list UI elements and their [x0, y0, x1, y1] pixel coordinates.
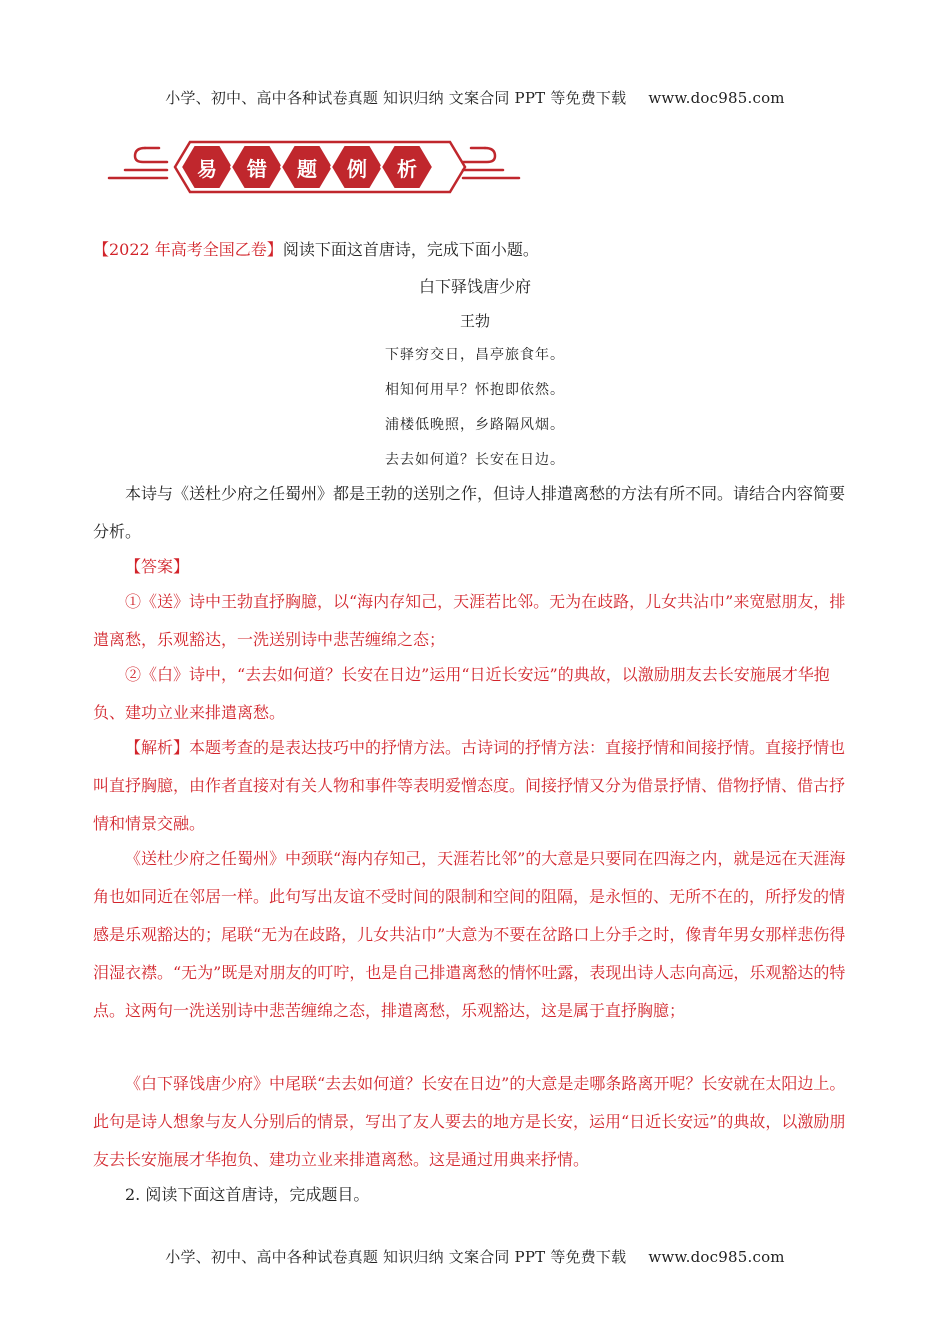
header-site: www.doc985.com — [648, 89, 785, 107]
analysis-label: 【解析】 — [125, 738, 190, 757]
poem-title: 白下驿饯唐少府 — [418, 277, 531, 296]
next-question: 2. 阅读下面这首唐诗，完成题目。 — [125, 1185, 370, 1204]
poem-author: 王勃 — [459, 312, 490, 330]
question-intro — [93, 231, 857, 269]
banner-char: 错 — [247, 156, 267, 181]
answer-point-1: ①《送》诗中王勃直抒胸臆，以“海内存知己，天涯若比邻。无为在歧路，儿女共沾巾”来宽慰朋友，排遣离愁，乐观豁达，一洗送别诗中悲苦缠绵之态； — [93, 592, 846, 649]
question-task: 本诗与《送杜少府之任蜀州》都是王勃的送别之作，但诗人排遣离愁的方法有所不同。请结合内容简要分析。 — [93, 484, 846, 541]
banner-char: 易 — [197, 156, 217, 181]
analysis-paragraph-3: 《白下驿饯唐少府》中尾联“去去如何道？长安在日边”的大意是走哪条路离开呢？长安就在太阳边上。此句是诗人想象与友人分别后的情景，写出了友人要去的地方是长安，运用“日近长安远”的典故，以激励朋友去长安施展才华抱负、建功立业来排遣离愁。这是通过用典来抒情。 — [93, 1074, 846, 1169]
poem-line: 相知何用早？怀抱即依然。 — [385, 382, 565, 398]
poem-line: 下驿穷交日，昌亭旅食年。 — [385, 347, 565, 363]
analysis-text: 本题考查的是表达技巧中的抒情方法。古诗词的抒情方法：直接抒情和间接抒情。直接抒情也叫直抒胸臆，由作者直接对有关人物和事件等表明爱憎态度。间接抒情又分为借景抒情、借物抒情、借古抒情和情景交融。 — [93, 738, 846, 833]
question-prompt: 阅读下面这首唐诗，完成下面小题。 — [282, 240, 539, 259]
answer-point-2: ②《白》诗中，“去去如何道？长安在日边”运用“日近长安远”的典故，以激励朋友去长安施展才华抱负、建功立业来排遣离愁。 — [93, 665, 830, 722]
question-source: 【2022 年高考全国乙卷】 — [93, 240, 283, 259]
page-footer — [0, 1246, 950, 1267]
poem-line: 浦楼低晚照，乡路隔风烟。 — [385, 417, 565, 433]
footer-site: www.doc985.com — [648, 1248, 785, 1266]
analysis-paragraph-2: 《送杜少府之任蜀州》中颈联“海内存知己，天涯若比邻”的大意是只要同在四海之内，就是远在天涯海角也如同近在邻居一样。此句写出友谊不受时间的限制和空间的阻隔，是永恒的、无所不在的，所抒发的情感是乐观豁达的；尾联“无为在歧路，儿女共沾巾”大意为不要在岔路口上分手之时，像青年男女那样悲伤得泪湿衣襟。“无为”既是对朋友的叮咛，也是自己排遣离愁的情怀吐露，表现出诗人志向高远，乐观豁达的特点。这两句一洗送别诗中悲苦缠绵之态，排遣离愁，乐观豁达，这是属于直抒胸臆； — [93, 849, 846, 1020]
analysis-paragraph-1 — [93, 729, 857, 843]
poem-line: 去去如何道？长安在日边。 — [385, 452, 565, 468]
answer-label: 【答案】 — [125, 557, 190, 576]
section-banner — [105, 134, 525, 200]
banner-char: 析 — [397, 156, 417, 181]
page-header — [0, 87, 950, 108]
header-text: 小学、初中、高中各种试卷真题 知识归纳 文案合同 PPT 等免费下载 — [165, 89, 627, 107]
banner-char: 例 — [347, 156, 367, 181]
footer-text: 小学、初中、高中各种试卷真题 知识归纳 文案合同 PPT 等免费下载 — [165, 1248, 627, 1266]
banner-char: 题 — [297, 156, 317, 181]
